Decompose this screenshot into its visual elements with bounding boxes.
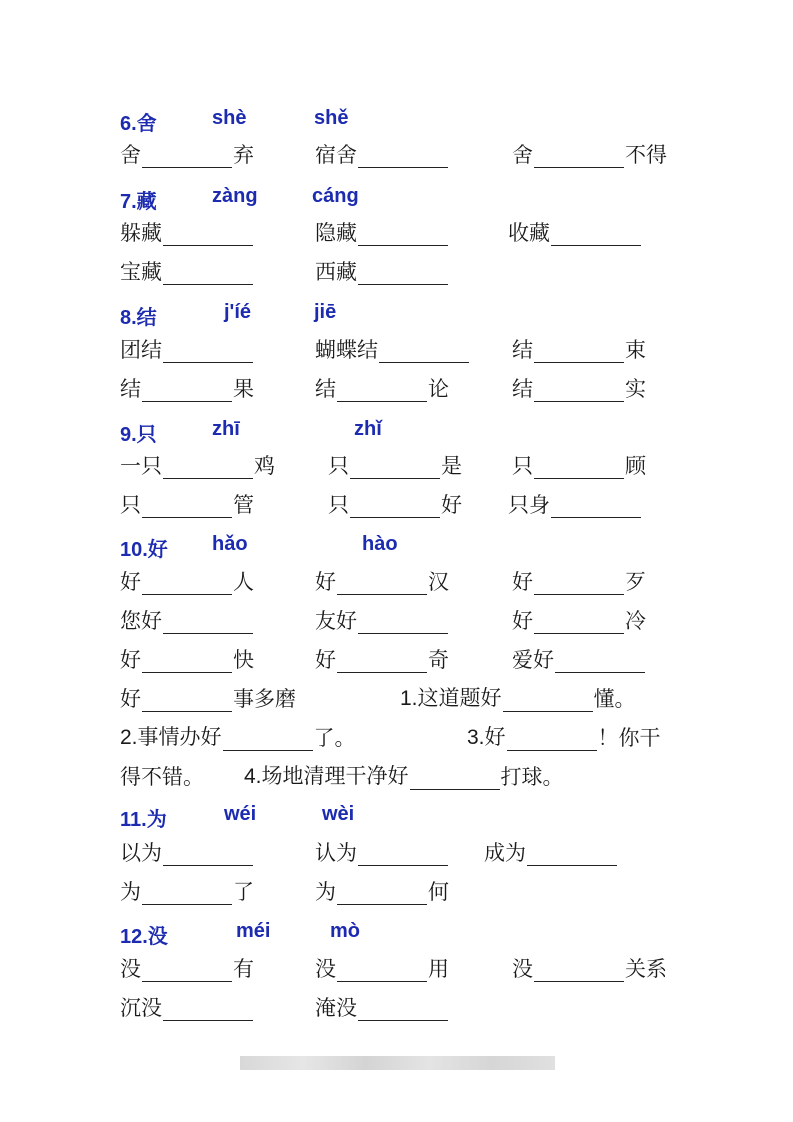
word-prefix: 只身 [508, 493, 550, 517]
sentence-item [120, 725, 356, 751]
section-title: 8.结 [120, 307, 157, 329]
answer-blank[interactable] [551, 223, 641, 246]
word-prefix: 友好 [315, 609, 357, 633]
pinyin: zàng [212, 185, 258, 207]
word-suffix: 管 [233, 493, 254, 517]
answer-blank[interactable] [163, 262, 253, 285]
answer-blank[interactable] [337, 959, 427, 982]
fill-item [315, 220, 449, 246]
section-title: 12.没 [120, 926, 168, 948]
answer-blank[interactable] [534, 145, 624, 168]
answer-blank[interactable] [163, 611, 253, 634]
sentence-prefix: 1.这道题好 [400, 687, 502, 710]
answer-blank[interactable] [534, 456, 624, 479]
answer-blank[interactable] [555, 650, 645, 673]
word-row [0, 453, 793, 481]
fill-item [120, 686, 296, 712]
fill-item [512, 608, 646, 634]
pinyin: j'íé [224, 301, 251, 323]
word-prefix: 只 [512, 454, 533, 478]
fill-item [315, 956, 449, 982]
answer-blank[interactable] [503, 689, 593, 712]
section-title: 6.舍 [120, 113, 157, 135]
pinyin: shě [314, 107, 349, 129]
answer-blank[interactable] [142, 882, 232, 905]
word-suffix: 实 [625, 377, 646, 401]
answer-blank[interactable] [163, 456, 253, 479]
word-suffix: 歹 [625, 570, 646, 594]
answer-blank[interactable] [534, 959, 624, 982]
fill-item [315, 569, 449, 595]
answer-blank[interactable] [527, 843, 617, 866]
word-prefix: 好 [315, 648, 336, 672]
section-title: 7.藏 [120, 191, 157, 213]
pinyin: shè [212, 107, 247, 129]
word-prefix: 只 [120, 493, 141, 517]
fill-item [120, 259, 254, 285]
word-prefix: 结 [120, 377, 141, 401]
word-prefix: 没 [120, 957, 141, 981]
word-prefix: 没 [315, 957, 336, 981]
word-row [0, 376, 793, 404]
fill-item [120, 376, 254, 402]
answer-blank[interactable] [534, 572, 624, 595]
word-prefix: 淹没 [315, 996, 357, 1020]
sentence-item [120, 764, 204, 790]
answer-blank[interactable] [350, 456, 440, 479]
fill-item [120, 569, 254, 595]
answer-blank[interactable] [350, 495, 440, 518]
word-suffix: 束 [625, 338, 646, 362]
word-suffix: 人 [233, 570, 254, 594]
answer-blank[interactable] [163, 223, 253, 246]
pinyin: jiē [314, 301, 337, 323]
word-prefix: 以为 [120, 841, 162, 865]
word-prefix: 好 [120, 648, 141, 672]
word-prefix: 没 [512, 957, 533, 981]
word-prefix: 躲藏 [120, 221, 162, 245]
word-suffix: 冷 [625, 609, 646, 633]
word-prefix: 沉没 [120, 996, 162, 1020]
fill-item [120, 453, 275, 479]
word-prefix: 好 [512, 609, 533, 633]
answer-blank[interactable] [337, 650, 427, 673]
answer-blank[interactable] [163, 998, 253, 1021]
fill-item [328, 492, 462, 518]
word-prefix: 好 [120, 570, 141, 594]
fill-item [120, 956, 254, 982]
fill-item [484, 840, 618, 866]
word-suffix: 事多磨 [233, 687, 296, 711]
fill-item [315, 840, 449, 866]
fill-item [315, 337, 470, 363]
pinyin: zhǐ [354, 418, 382, 440]
answer-blank[interactable] [142, 650, 232, 673]
word-prefix: 一只 [120, 454, 162, 478]
section-title: 10.好 [120, 539, 168, 561]
answer-blank[interactable] [534, 379, 624, 402]
pinyin: cáng [312, 185, 359, 207]
word-row [0, 840, 793, 868]
word-prefix: 团结 [120, 338, 162, 362]
sentence-prefix: 2.事情办好 [120, 726, 222, 749]
word-prefix: 只 [328, 454, 349, 478]
fill-item [512, 142, 667, 168]
fill-item [120, 647, 254, 673]
word-row [0, 608, 793, 636]
sentence-text: 得不错。 [120, 765, 204, 789]
word-prefix: 收藏 [508, 221, 550, 245]
word-suffix: 弃 [233, 143, 254, 167]
sentence-suffix: 了。 [313, 726, 356, 750]
word-suffix: 了 [233, 880, 254, 904]
fill-item [508, 492, 642, 518]
section-title: 9.只 [120, 424, 157, 446]
sentence-item [244, 764, 564, 790]
fill-item [120, 995, 254, 1021]
fill-item [512, 569, 646, 595]
sentence-suffix: 懂。 [593, 687, 636, 711]
fill-item [315, 142, 449, 168]
word-suffix: 有 [233, 957, 254, 981]
fill-item [120, 142, 254, 168]
word-prefix: 结 [512, 377, 533, 401]
word-suffix: 不得 [625, 143, 667, 167]
sentence-row [0, 686, 793, 714]
word-row [0, 879, 793, 907]
answer-blank[interactable] [337, 572, 427, 595]
word-prefix: 西藏 [315, 260, 357, 284]
word-prefix: 为 [120, 880, 141, 904]
word-prefix: 认为 [315, 841, 357, 865]
answer-blank[interactable] [358, 262, 448, 285]
answer-blank[interactable] [358, 145, 448, 168]
word-prefix: 舍 [512, 143, 533, 167]
sentence-item [400, 686, 636, 712]
sentence-row [0, 764, 793, 792]
fill-item [512, 647, 646, 673]
answer-blank[interactable] [410, 767, 500, 790]
word-row [0, 956, 793, 984]
word-row [0, 492, 793, 520]
answer-blank[interactable] [358, 843, 448, 866]
word-suffix: 好 [441, 493, 462, 517]
fill-item [315, 879, 449, 905]
sentence-suffix: 打球。 [500, 765, 564, 789]
fill-item [120, 608, 254, 634]
pinyin: mò [330, 920, 360, 942]
word-row [0, 647, 793, 675]
sentence-prefix: 4.场地清理干净好 [244, 765, 409, 788]
sentence-prefix: 3.好 [467, 726, 506, 749]
word-prefix: 您好 [120, 609, 162, 633]
sentence-suffix: ！你干 [597, 726, 661, 750]
word-prefix: 为 [315, 880, 336, 904]
word-prefix: 爱好 [512, 648, 554, 672]
answer-blank[interactable] [358, 998, 448, 1021]
word-suffix: 鸡 [254, 454, 275, 478]
word-suffix: 论 [428, 377, 449, 401]
fill-item [315, 376, 449, 402]
pinyin: zhī [212, 418, 240, 440]
word-prefix: 宿舍 [315, 143, 357, 167]
pinyin: hǎo [212, 533, 248, 555]
fill-item [120, 337, 254, 363]
sentence-item [467, 725, 661, 751]
word-row [0, 337, 793, 365]
section-title: 11.为 [120, 809, 167, 831]
answer-blank[interactable] [507, 728, 597, 751]
word-prefix: 舍 [120, 143, 141, 167]
fill-item [120, 879, 254, 905]
answer-blank[interactable] [337, 379, 427, 402]
word-row [0, 569, 793, 597]
word-prefix: 结 [315, 377, 336, 401]
word-prefix: 成为 [484, 841, 526, 865]
fill-item [512, 956, 667, 982]
word-suffix: 快 [233, 648, 254, 672]
word-suffix: 汉 [428, 570, 449, 594]
fill-item [512, 376, 646, 402]
fill-item [315, 647, 449, 673]
answer-blank[interactable] [551, 495, 641, 518]
word-prefix: 蝴蝶结 [315, 338, 378, 362]
fill-item [120, 492, 254, 518]
answer-blank[interactable] [358, 611, 448, 634]
sentence-row [0, 725, 793, 753]
answer-blank[interactable] [142, 959, 232, 982]
fill-item [315, 608, 449, 634]
word-suffix: 关系 [625, 957, 667, 981]
pinyin: wéi [224, 803, 257, 825]
word-row [0, 259, 793, 287]
answer-blank[interactable] [142, 379, 232, 402]
fill-item [120, 840, 254, 866]
word-suffix: 何 [428, 880, 449, 904]
answer-blank[interactable] [142, 689, 232, 712]
word-row [0, 995, 793, 1023]
answer-blank[interactable] [358, 223, 448, 246]
answer-blank[interactable] [337, 882, 427, 905]
word-row [0, 220, 793, 248]
word-prefix: 结 [512, 338, 533, 362]
word-suffix: 用 [428, 957, 449, 981]
word-suffix: 是 [441, 454, 462, 478]
fill-item [512, 337, 646, 363]
word-suffix: 果 [233, 377, 254, 401]
answer-blank[interactable] [142, 145, 232, 168]
fill-item [120, 220, 254, 246]
answer-blank[interactable] [223, 728, 313, 751]
fill-item [315, 259, 449, 285]
word-prefix: 只 [328, 493, 349, 517]
word-prefix: 隐藏 [315, 221, 357, 245]
answer-blank[interactable] [534, 611, 624, 634]
pinyin: wèi [322, 803, 355, 825]
blurred-footer-watermark [240, 1056, 555, 1070]
word-suffix: 奇 [428, 648, 449, 672]
word-prefix: 宝藏 [120, 260, 162, 284]
answer-blank[interactable] [379, 340, 469, 363]
fill-item [315, 995, 449, 1021]
word-row [0, 142, 793, 170]
pinyin: méi [236, 920, 271, 942]
fill-item [508, 220, 642, 246]
word-suffix: 顾 [625, 454, 646, 478]
pinyin: hào [362, 533, 398, 555]
word-prefix: 好 [315, 570, 336, 594]
answer-blank[interactable] [163, 843, 253, 866]
answer-blank[interactable] [142, 572, 232, 595]
word-prefix: 好 [512, 570, 533, 594]
answer-blank[interactable] [142, 495, 232, 518]
fill-item [512, 453, 646, 479]
answer-blank[interactable] [534, 340, 624, 363]
word-prefix: 好 [120, 687, 141, 711]
answer-blank[interactable] [163, 340, 253, 363]
fill-item [328, 453, 462, 479]
